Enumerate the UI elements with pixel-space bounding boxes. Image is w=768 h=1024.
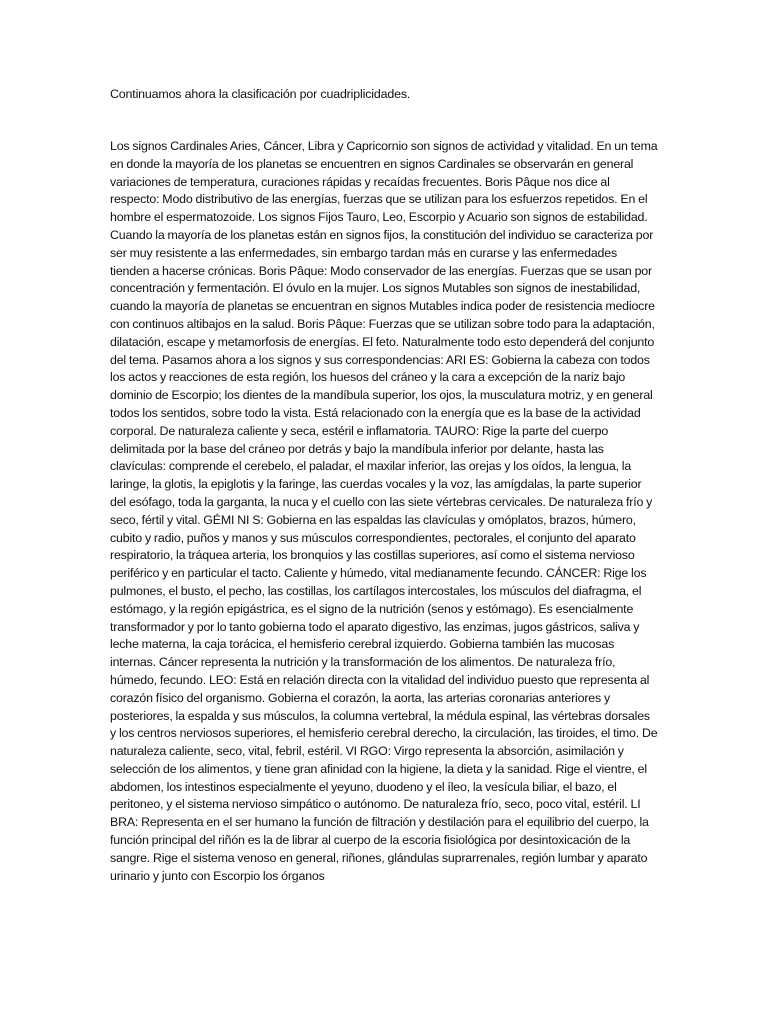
intro-paragraph: Continuamos ahora la clasificación por cuadriplicidades. bbox=[110, 87, 411, 101]
body-paragraph: Los signos Cardinales Aries, Cáncer, Libra y Capricornio son signos de actividad y vitalidad. En un tema en donde la mayoría de los planetas se encuentren en signos Cardinales se observarán en general variaciones de temperatura, curaciones rápidas y recaídas frecuentes. Boris Pâque nos dice al respecto: Modo distributivo de las energías, fuerzas que se utilizan para los esfuerzos repetidos. En el hombre el espermatozoide. Los signos Fijos Tauro, Leo, Escorpio y Acuario son signos de estabilidad. Cuando la mayoría de los planetas están en signos fijos, la constitución del individuo se caracteriza por ser muy resistente a las enfermedades, sin embargo tardan más en curarse y las enfermedades tienden a hacerse crónicas. Boris Pâque: Modo conservador de las energías. Fuerzas que se usan por concentración y fermentación. El óvulo en la mujer. Los signos Mutables son signos de inestabilidad, cuando la mayoría de planetas se encuentran en signos Mutables indica poder de resistencia mediocre con continuos altibajos en la salud. Boris Pâque: Fuerzas que se utilizan sobre todo para la adaptación, dilatación, escape y metamorfosis de energías. El feto. Naturalmente todo esto dependerá del conjunto del tema. Pasamos ahora a los signos y sus correspondencias: ARI ES: Gobierna la cabeza con todos los actos y reacciones de esta región, los huesos del cráneo y la cara a excepción de la nariz bajo dominio de Escorpio; los dientes de la mandíbula superior, los ojos, la musculatura motriz, y en general todos los sentidos, sobre todo la vista. Está relacionado con la energía que es la base de la actividad corporal. De naturaleza caliente y seca, estéril e inflamatoria. TAURO: Rige la parte del cuerpo delimitada por la base del cráneo por detrás y bajo la mandíbula inferior por delante, hasta las clavículas: comprende el cerebelo, el paladar, el maxilar inferior, las orejas y los oídos, la lengua, la laringe, la glotis, la epiglotis y la faringe, las cuerdas vocales y la voz, las amígdalas, la parte superior del esófago, toda la garganta, la nuca y el cuello con las siete vértebras cervicales. De naturaleza frío y seco, fértil y vital. GÉMI NI S: Gobierna en las espaldas las clavículas y omóplatos, brazos, húmero, cubito y radio, puños y manos y sus músculos correspondientes, pectorales, el conjunto del aparato respiratorio, la tráquea arteria, los bronquios y las costillas superiores, así como el sistema nervioso periférico y en particular el tacto. Caliente y húmedo, vital medianamente fecundo. CÁNCER: Rige los pulmones, el busto, el pecho, las costillas, los cartílagos intercostales, los músculos del diafragma, el estómago, y la región epigástrica, es el signo de la nutrición (senos y estómago). Es esencialmente transformador y por lo tanto gobierna todo el aparato digestivo, las enzimas, jugos gástricos, saliva y leche materna, la caja torácica, el hemisferio cerebral izquierdo. Gobierna también las mucosas internas. Cáncer representa la nutrición y la transformación de los alimentos. De naturaleza frío, húmedo, fecundo. LEO: Está en relación directa con la vitalidad del individuo puesto que representa al corazón físico del organismo. Gobierna el corazón, la aorta, las arterias coronarias anteriores y posteriores, la espalda y sus músculos, la columna vertebral, la médula espinal, las vértebras dorsales y los centros nerviosos superiores, el hemisferio cerebral derecho, la circulación, las tiroides, el timo. De naturaleza caliente, seco, vital, febril, estéril. VI RGO: Virgo representa la absorción, asimilación y selección de los alimentos, y tiene gran afinidad con la higiene, la dieta y la sanidad. Rige el vientre, el abdomen, los intestinos especialmente el yeyuno, duodeno y el íleo, la vesícula biliar, el bazo, el peritoneo, y el sistema nervioso simpático o autónomo. De naturaleza frío, seco, poco vital, estéril. LI BRA: Representa en el ser humano la función de filtración y destilación para el equilibrio del cuerpo, la función principal del riñón es la de librar al cuerpo de la escoria fisiológica por desintoxicación de la sangre. Rige el sistema venoso en general, riñones, glándulas suprarrenales, región lumbar y aparato urinario y junto con Escorpio los órganos bbox=[110, 139, 658, 883]
